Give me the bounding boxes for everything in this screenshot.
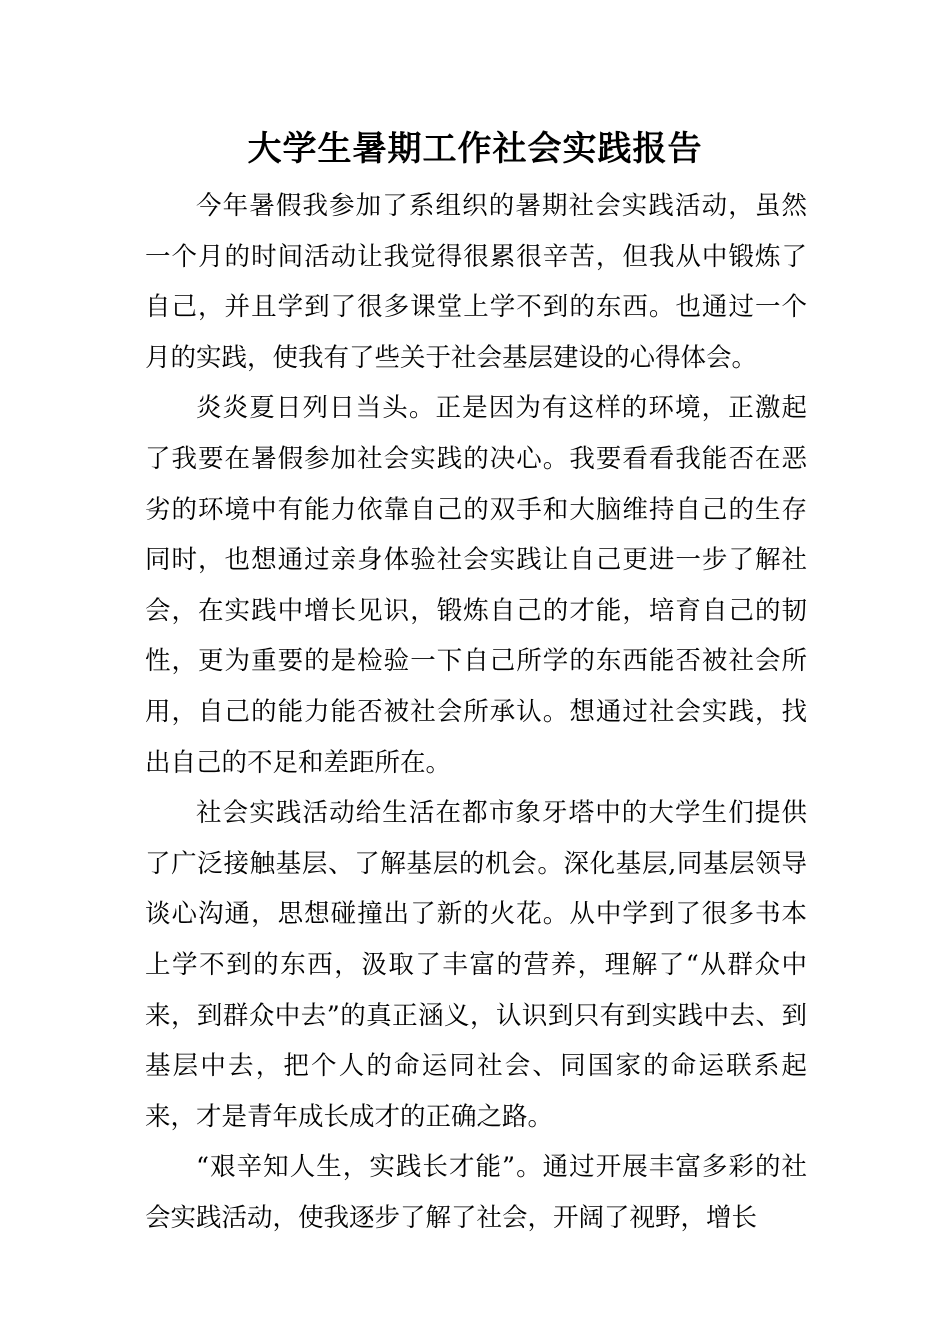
paragraph-3: 社会实践活动给生活在都市象牙塔中的大学生们提供了广泛接触基层、了解基层的机会。深化基层,同基层领导谈心沟通，思想碰撞出了新的火花。从中学到了很多书本上学不到的东西，汲取了丰富的营养，理解了“从群众中来，到群众中去”的真正涵义，认识到只有到实践中去、到基层中去，把个人的命运同社会、同国家的命运联系起来，才是青年成长成才的正确之路。 [145, 798, 807, 1132]
paragraph-4: “艰辛知人生，实践长才能”。通过开展丰富多彩的社会实践活动，使我逐步了解了社会，开阔了视野，增长 [145, 1152, 807, 1233]
paragraph-1: 今年暑假我参加了系组织的暑期社会实践活动，虽然一个月的时间活动让我觉得很累很辛苦，但我从中锻炼了自己，并且学到了很多课堂上学不到的东西。也通过一个月的实践，使我有了些关于社会基层建设的心得体会。 [145, 191, 807, 373]
document-body [145, 181, 807, 1243]
paragraph-2: 炎炎夏日列日当头。正是因为有这样的环境，正激起了我要在暑假参加社会实践的决心。我要看看我能否在恶劣的环境中有能力依靠自己的双手和大脑维持自己的生存同时，也想通过亲身体验社会实践让自己更进一步了解社会，在实践中增长见识，锻炼自己的才能，培育自己的韧性，更为重要的是检验一下自己所学的东西能否被社会所用，自己的能力能否被社会所承认。想通过社会实践，找出自己的不足和差距所在。 [145, 393, 807, 778]
document-title: 大学生暑期工作社会实践报告 [247, 129, 703, 169]
